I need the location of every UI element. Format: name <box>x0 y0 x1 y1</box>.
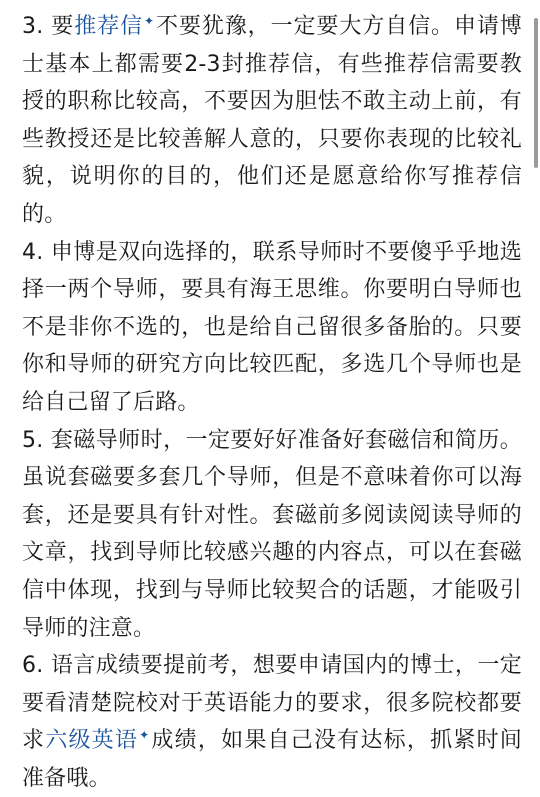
article-body <box>22 8 522 797</box>
paragraph-4: 4. 申博是双向选择的，联系导师时不要傻乎乎地选择一两个导师，要具有海王思维。你要明白导师也不是非你不选的，也是给自己留很多备胎的。只要你和导师的研究方向比较匹配，多选几个导师也是给自己留了后路。 <box>22 239 522 415</box>
keyword-link-cet6[interactable]: 六级英语 <box>45 728 139 754</box>
paragraph-6 <box>22 647 522 797</box>
paragraph-3 <box>22 8 522 234</box>
paragraph-6-prefix: 6. 语言成绩要提前考，想要申请国内的博士，一定要看清楚院校对于英语能力的要求，很多院校都要求 <box>22 653 522 754</box>
paragraph-6-suffix: 成绩，如果自己没有达标，抓紧时间准备哦。 <box>22 728 523 791</box>
paragraph-3-suffix: 不要犹豫，一定要大方自信。申请博士基本上都需要2-3封推荐信，有些推荐信需要教授的职称比较高，不要因为胆怯不敢主动上前，有些教授还是比较善解人意的，只要你表现的比较礼貌，说明你的目的，他们还是愿意给你写推荐信的。 <box>22 14 522 227</box>
keyword-sparkle-icon: ✦ <box>139 727 150 742</box>
paragraph-5: 5. 套磁导师时，一定要好好准备好套磁信和简历。虽说套磁要多套几个导师，但是不意味着你可以海套，还是要具有针对性。套磁前多阅读阅读导师的文章，找到导师比较感兴趣的内容点，可以在套磁信中体现，找到与导师比较契合的话题，才能吸引导师的注意。 <box>22 427 522 641</box>
paragraph-3-prefix: 3. 要 <box>22 14 75 39</box>
keyword-link-recommendation-letter[interactable]: 推荐信 <box>74 14 143 39</box>
scrollbar-thumb[interactable] <box>534 18 538 168</box>
keyword-sparkle-icon: ✦ <box>144 13 155 28</box>
